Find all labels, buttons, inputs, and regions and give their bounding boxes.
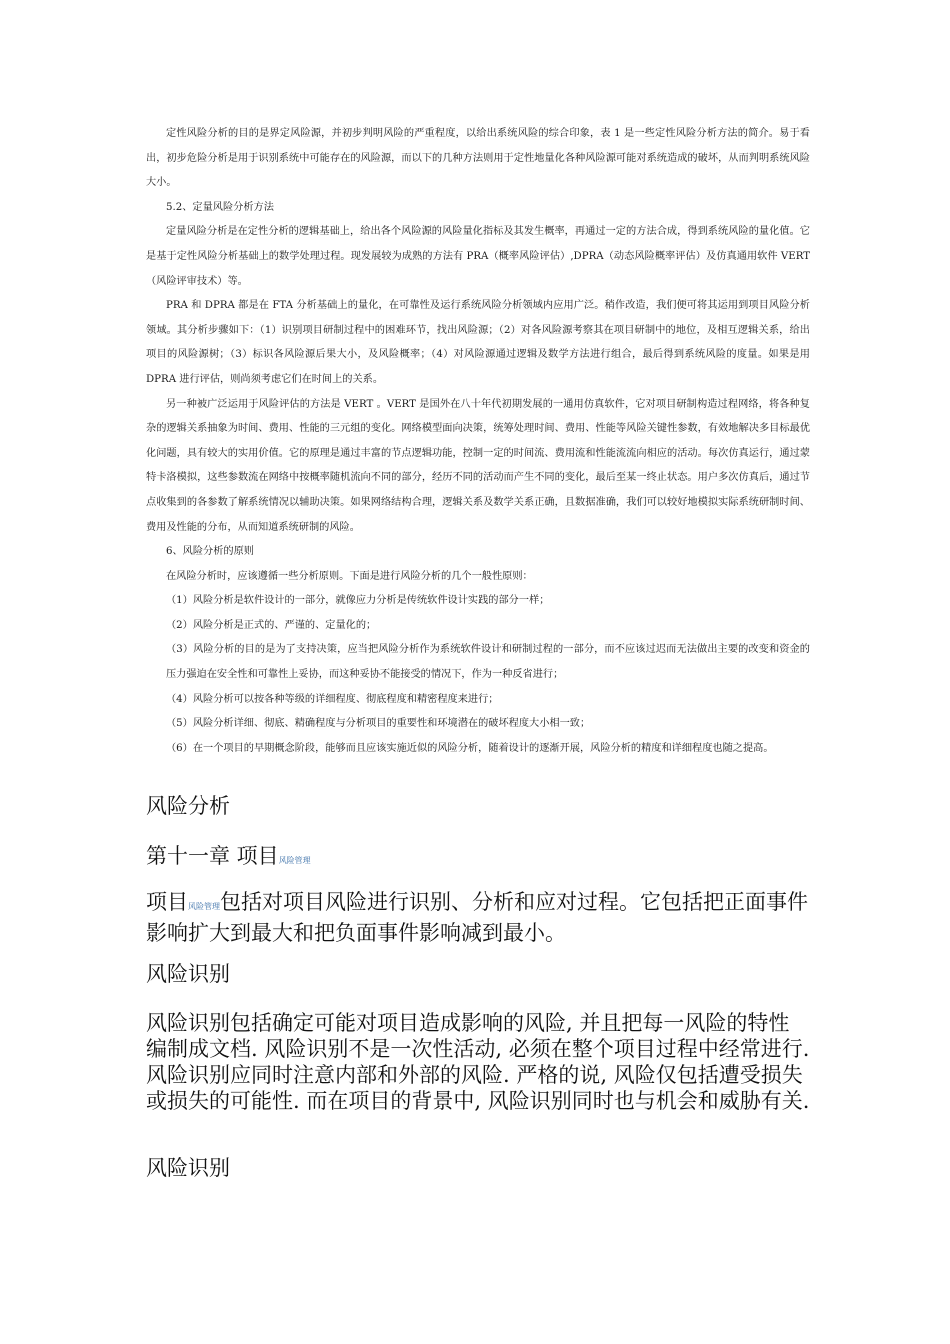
principle-item: （3）风险分析的目的是为了支持决策，应当把风险分析作为系统软件设计和研制过程的一部分，而不应该过迟而无法做出主要的改变和资金的压力强迫在安全性和可靠性上妥协，而这种妥协不能接受的情况下，作为一种反省进行； — [166, 644, 810, 681]
section-5-block — [146, 122, 810, 761]
chapter-title — [146, 843, 810, 874]
heading-6: 6、风险分析的原则 — [166, 546, 254, 558]
intro-rest: 包括对项目风险进行识别、分析和应对过程。它包括把正面事件影响扩大到最大和把负面事件影响减到最小。 — [146, 890, 808, 945]
intro-prefix: 项目 — [146, 890, 188, 914]
big-title-risk-analysis: 风险分析 — [146, 794, 230, 818]
paragraph-6-intro: 在风险分析时，应该遵循一些分析原则。下面是进行风险分析的几个一般性原则： — [166, 570, 533, 582]
big-title-risk-identification: 风险识别 — [146, 962, 230, 986]
intro-paragraph — [146, 889, 810, 946]
intro-tag: 风险管理 — [188, 902, 220, 911]
big-title-risk-identification-2: 风险识别 — [146, 1156, 230, 1180]
principle-item: （5）风险分析详细、彻底、精确程度与分析项目的重要性和环境潜在的破坏程度大小相一致； — [166, 718, 591, 730]
identification-paragraph: 风险识别包括确定可能对项目造成影响的风险, 并且把每一风险的特性编制成文档. 风险识别不是一次性活动, 必须在整个项目过程中经常进行. 风险识别应同时注意内部和外部的风险. 严格的说, 风险仅包括遭受损失或损失的可能性. 而在项目的背景中, 风险识别同时也与机会和威胁有关. — [146, 1011, 810, 1113]
principle-item: （4）风险分析可以按各种等级的详细程度、彻底程度和精密程度来进行； — [166, 693, 499, 705]
paragraph-5-2-a: 定量风险分析是在定性分析的逻辑基础上，给出各个风险源的风险量化指标及其发生概率，再通过一定的方法合成，得到系统风险的量化值。它是基于定性风险分析基础上的数学处理过程。现发展较为成熟的方法有 PRA（概率风险评估）,DPRA（动态风险概率评估）及仿真通用软件 VERT（风险评审技术）等。 — [146, 226, 810, 287]
principle-item: （1）风险分析是软件设计的一部分，就像应力分析是传统软件设计实践的部分一样； — [166, 595, 550, 607]
heading-5-2: 5.2、定量风险分析方法 — [166, 201, 274, 213]
chapter-title-text: 第十一章 项目 — [146, 844, 279, 868]
paragraph-5-2-c: 另一种被广泛运用于风险评估的方法是 VERT 。VERT 是国外在八十年代初期发展的一通用仿真软件，它对项目研制构造过程网络，将各种复杂的逻辑关系抽象为时间、费用、性能的三元组的变化。网络模型面向决策，统筹处理时间、费用、性能等风险关键性参数，有效地解决多目标最优化问题，具有较大的实用价值。它的原理是通过丰富的节点逻辑功能，控制一定的时间流、费用流和性能流流向相应的活动。每次仿真运行，通过蒙特卡洛模拟，这些参数流在网络中按概率随机流向不同的部分，经历不同的活动而产生不同的变化，最后至某一终止状态。用户多次仿真后，通过节点收集到的各参数了解系统情况以辅助决策。如果网络结构合理，逻辑关系及数学关系正确，且数据准确，我们可以较好地模拟实际系统研制时间、费用及性能的分布，从而知道系统研制的风险。 — [146, 398, 810, 533]
principle-item: （2）风险分析是正式的、严谨的、定量化的； — [166, 619, 377, 631]
paragraph-5-2-b: PRA 和 DPRA 都是在 FTA 分析基础上的量化，在可靠性及运行系统风险分析领域内应用广泛。稍作改造，我们便可将其运用到项目风险分析领域。其分析步骤如下：（1）识别项目研制过程中的困难环节，找出风险源；（2）对各风险源考察其在项目研制中的地位，及相互逻辑关系，给出项目的风险源树；（3）标识各风险源后果大小，及风险概率；（4）对风险源通过逻辑及数学方法进行组合，最后得到系统风险的度量。如果是用 DPRA 进行评估，则尚须考虑它们在时间上的关系。 — [146, 300, 810, 385]
paragraph-5-1: 定性风险分析的目的是界定风险源，并初步判明风险的严重程度，以给出系统风险的综合印象，表 1 是一些定性风险分析方法的简介。易于看出，初步危险分析是用于识别系统中可能存在的风险源，而以下的几种方法则用于定性地量化各种风险源可能对系统造成的破坏，从而判明系统风险大小。 — [146, 128, 810, 189]
chapter-title-tag: 风险管理 — [278, 856, 311, 865]
principle-item: （6）在一个项目的早期概念阶段，能够而且应该实施近似的风险分析，随着设计的逐渐开展，风险分析的精度和详细程度也随之提高。 — [166, 742, 774, 754]
